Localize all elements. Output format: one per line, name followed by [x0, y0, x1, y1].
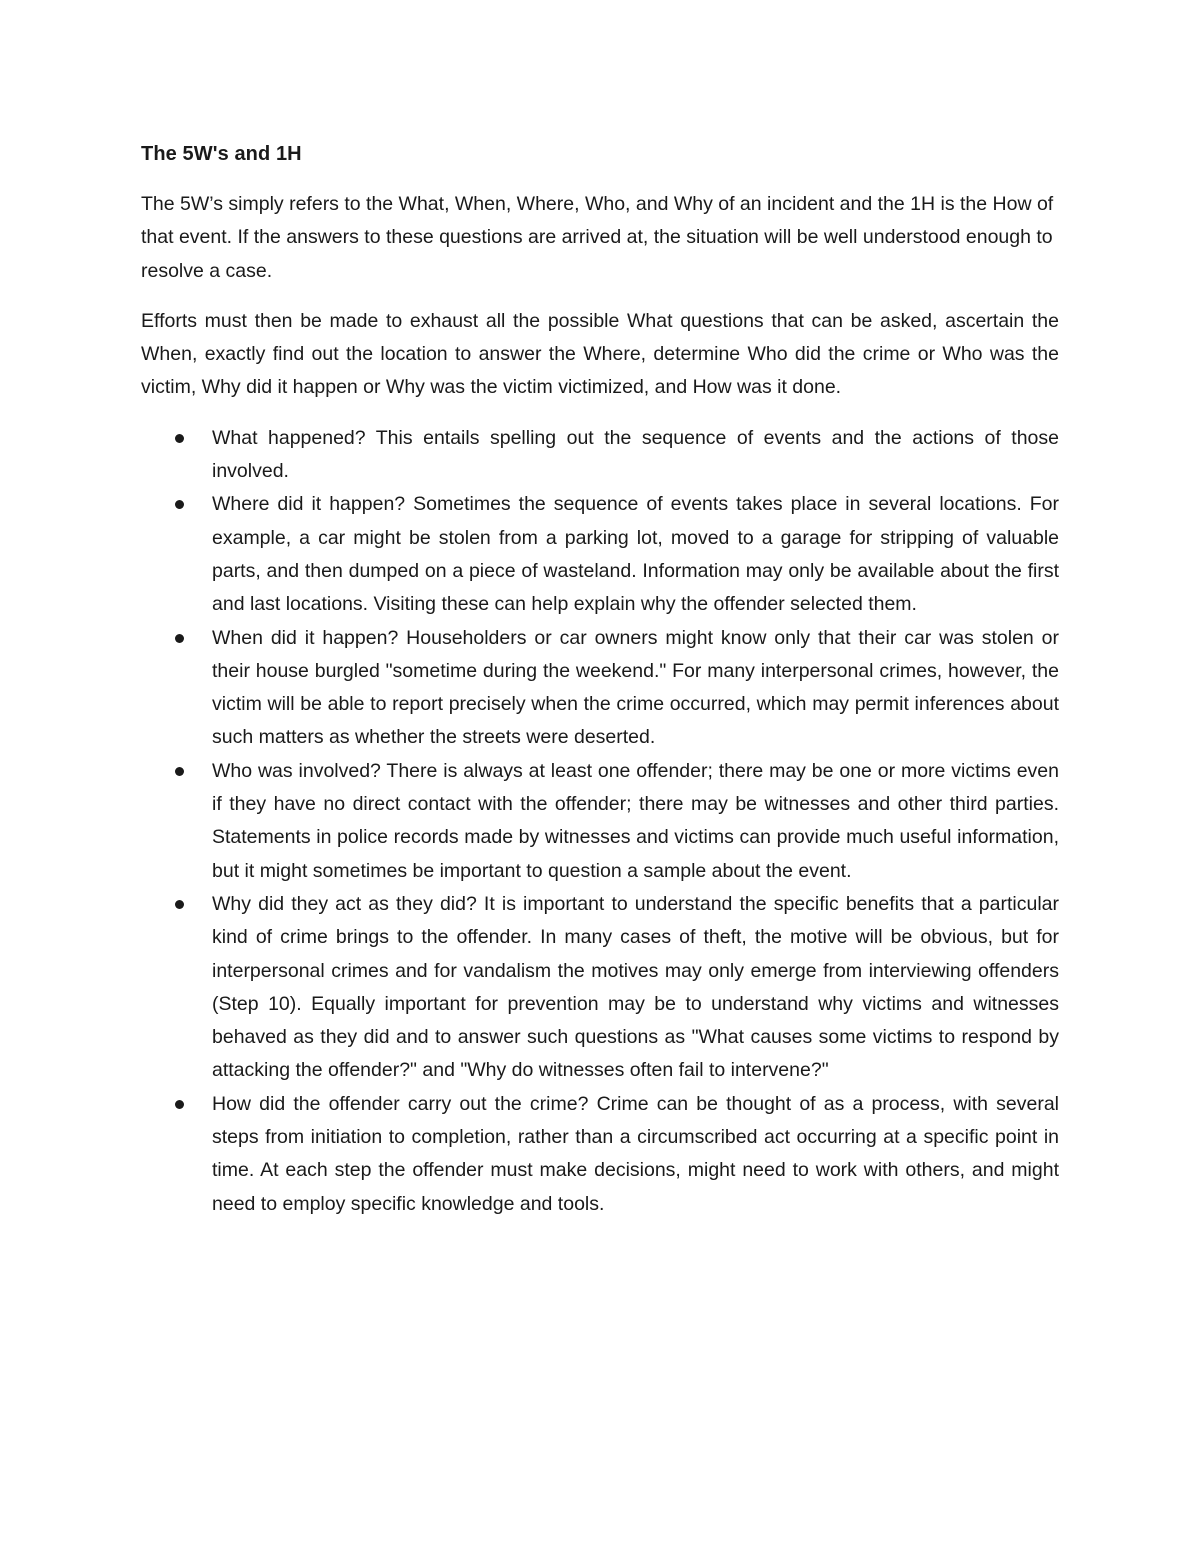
efforts-paragraph: Efforts must then be made to exhaust all the possible What questions that can be asked, ascertain the When, exactly find out the location to answer the Where, determine Who did the crime or Who was the victim, Why did it happen or Why was the victim victimized, and How was it done. [141, 309, 1059, 399]
bullet-text: When did it happen? Householders or car owners might know only that their car was stolen or their house burgled "sometime during the weekend." For many interpersonal crimes, however, the victim will be able to report precisely when the crime occurred, which may permit inferences about such matters as whether the streets were deserted. [212, 626, 1059, 749]
bullet-text: Where did it happen? Sometimes the sequence of events takes place in several locations. For example, a car might be stolen from a parking lot, moved to a garage for stripping of valuable parts, and then dumped on a piece of wasteland. Information may only be available about the first and last locations. Visiting these can help explain why the offender selected them. [212, 493, 1059, 616]
bullet-dot-icon [175, 500, 184, 509]
bullet-dot-icon [175, 634, 184, 643]
bullet-what [141, 422, 1059, 489]
bullet-how [141, 1088, 1059, 1221]
bullet-dot-icon [175, 434, 184, 443]
bullet-dot-icon [175, 767, 184, 776]
bullet-who [141, 755, 1059, 888]
bullet-text: Why did they act as they did? It is important to understand the specific benefits that a particular kind of crime brings to the offender. In many cases of theft, the motive will be obvious, but for interpersonal crimes and for vandalism the motives may only emerge from interviewing offenders (Step 10). Equally important for prevention may be to understand why victims and witnesses behaved as they did and to answer such questions as "What causes some victims to respond by attacking the offender?" and "Why do witnesses often fail to intervene?" [212, 892, 1059, 1082]
intro-paragraph: The 5W’s simply refers to the What, When, Where, Who, and Why of an incident and the 1H is the How of that event. If the answers to these questions are arrived at, the situation will be well understood enough to resolve a case. [141, 193, 1054, 282]
bullet-text: How did the offender carry out the crime? Crime can be thought of as a process, with several steps from initiation to completion, rather than a circumscribed act occurring at a specific point in time. At each step the offender must make decisions, might need to work with others, and might need to employ specific knowledge and tools. [212, 1092, 1059, 1215]
bullet-text: What happened? This entails spelling out the sequence of events and the actions of those involved. [212, 426, 1059, 483]
bullet-dot-icon [175, 1100, 184, 1109]
question-bullet-list [141, 422, 1059, 1221]
bullet-why [141, 888, 1059, 1088]
document-page [141, 138, 1059, 1221]
document-title: The 5W's and 1H [141, 143, 302, 165]
bullet-dot-icon [175, 900, 184, 909]
bullet-when [141, 622, 1059, 755]
bullet-text: Who was involved? There is always at least one offender; there may be one or more victims even if they have no direct contact with the offender; there may be witnesses and other third parties. Statements in police records made by witnesses and victims can provide much useful information, but it might sometimes be important to question a sample about the event. [212, 759, 1059, 882]
bullet-where [141, 488, 1059, 621]
